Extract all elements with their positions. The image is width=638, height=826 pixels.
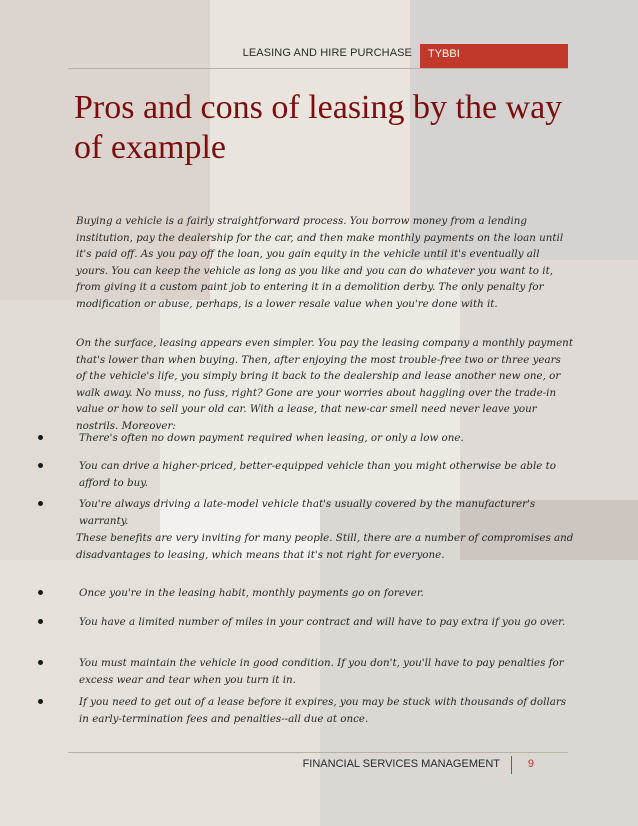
list-item-text: You have a limited number of miles in your contract and will have to pay extra if you go over. — [79, 616, 566, 628]
page-header — [68, 44, 568, 69]
list-item-text: There's often no down payment required when leasing, or only a low one. — [79, 432, 464, 444]
list-item-text: If you need to get out of a lease before it expires, you may be stuck with thousands of dollars in early-termination fees and penalties--all due at once. — [79, 696, 567, 725]
bullet-icon — [38, 619, 43, 624]
header-badge — [420, 44, 568, 68]
bullet-icon — [38, 501, 43, 506]
bullet-icon — [38, 435, 43, 440]
header-title: LEASING AND HIRE PURCHASE — [242, 47, 412, 59]
bullet-icon — [38, 463, 43, 468]
footer-text: FINANCIAL SERVICES MANAGEMENT — [302, 758, 500, 770]
paragraph-leasing: On the surface, leasing appears even simpler. You pay the leasing company a monthly payment that's lower than when buying. Then, after enjoying the most trouble-free two or three years of the vehicle's life, you simply bring it back to the dealership and lease another new one, or walk away. No muss, no fuss, right? Gone are your worries about haggling over the trade-in value or how to sell your old car. With a lease, that new-car smell need never leave your nostrils. Moreover: — [76, 337, 573, 432]
list-item-text: Once you're in the leasing habit, monthly payments go on forever. — [79, 587, 424, 599]
list-item-text: You're always driving a late-model vehicle that's usually covered by the manufacturer's warranty. — [79, 498, 536, 527]
footer-divider — [511, 756, 512, 774]
header-badge-label: TYBBI — [428, 48, 460, 60]
bullet-icon — [38, 660, 43, 665]
page-footer — [68, 752, 568, 777]
paragraph-transition: These benefits are very inviting for many people. Still, there are a number of compromises and disadvantages to leasing, which means that it's not right for everyone. — [76, 532, 574, 561]
page-number: 9 — [527, 758, 534, 770]
bullet-icon — [38, 699, 43, 704]
list-item-text: You can drive a higher-priced, better-equipped vehicle than you might otherwise be able to afford to buy. — [79, 460, 556, 489]
list-item-text: You must maintain the vehicle in good condition. If you don't, you'll have to pay penalties for excess wear and tear when you turn it in. — [79, 657, 564, 686]
paragraph-buying: Buying a vehicle is a fairly straightforward process. You borrow money from a lending institution, pay the dealership for the car, and then make monthly payments on the loan until it's paid off. As you pay off the loan, you gain equity in the vehicle until it's eventually all yours. You can keep the vehicle as long as you like and you can do whatever you want to it, from giving it a custom paint job to entering it in a demolition derby. The only penalty for modification or abuse, perhaps, is a lower resale value when you're done with it. — [76, 215, 564, 310]
page-title: Pros and cons of leasing by the way of example — [74, 89, 563, 166]
bullet-icon — [38, 590, 43, 595]
